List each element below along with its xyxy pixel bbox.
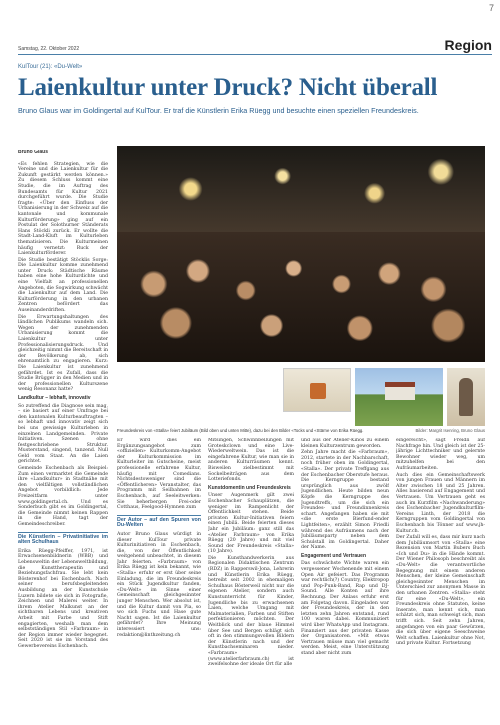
col4-paragraph-1: und aus der Atelier-Kinos zu einem kleinen Kulturzentrum geworden. [301, 438, 389, 449]
col5-paragraph-3: Der Zufall will es, dass mir kurz nach dem Jubiläumsort von «Stalla» eine Rezension von Martin Bubers Buch «Ich und Du» in die Hände kommt. Der Wiener Philosoph beschreibt als «Du-Welt» die verantwortliche Begegnung mit einem anderen Menschen, der kleine Gemeinschaft gleichgesinnter Menschen im Unterschied zur anonymen Masse in den urbanen Zentren. «Stalla» steht für eine «Du-Welt», ein Freundeskreis ohne Statuten, keine Inserate, man kennt sich, man schätzt sich, man schweigt sich, man trifft sich. Seit zehn Jahren, angefangen von ein paar Gewürzen, die sich über eigene Seeschweine Welt schaffen. Laienkultur ohne Not, und private Kultur. Fortsetzung [396, 535, 485, 647]
col1-paragraph-2: Die Studie bestätigt Stöcklis Sorge: Die Laienkultur komme zunehmend unter Druck: Städtische Räume haben eine hohe Kulturdichte und eine Vielfalt an professionellen Angeboten, die Sogwirkung schwächt die Laienkultur auf dem Land. Die Kulturförderung in den urbanen Zentren befördert das Auseinanderdriften. [18, 257, 108, 314]
photo-portrait [447, 368, 485, 426]
col1-paragraph-5: Gemeinde Eschenbach als Beispiel: Zum einen vermarktet die Gemeinde ihre «Landkultur» in Stadtnähe mit den vielfältigen vollständlichen Angebot vorbildlich: Jede Freizeitfarm unter www.goldingertal.ch. Und es Sonderbuch gibt es im Goldingertal, die Gemeinde nimmt keinen Rappen in die Hand, tagt der Gemeindeschreiber. [18, 466, 108, 527]
column-5 [396, 438, 485, 718]
article-lede: Bruno Glaus war im Goldingertal auf KulTour. Er traf die Künstlerin Erika Rüegg und besuchte einen speziellen Freundeskreis. [18, 106, 419, 115]
figure-shape [459, 378, 473, 416]
main-photo-crowd [117, 146, 485, 362]
section-title: Region [444, 37, 492, 53]
col4-subheading: Engagement und Vertrauen [301, 552, 367, 559]
col3-subheading: Kunstdomentin und Freundeskreis [208, 484, 291, 491]
col1-paragraph-3: Die Erwartungshaltungen des ländlichen Publikums wandeln sich. Wegen der zunehmenden Urbanisierung kommt die Laienkultur unter Professionalisierungsdruck. Und gleichzeitig nimmt die Bereitschaft in der Bevölkerung ab, sich ehrenamtlich zu engagieren. Kurz: Die Laienkultur ist zunehmend gefährdet. Ist es Zufall, dass die Studie Brügger in den Medien und in der professionellen Kulturszene wenig Resonanz hatte? [18, 314, 108, 393]
column-3 [208, 438, 294, 718]
string-lights [117, 146, 485, 232]
column-1 [18, 150, 108, 715]
col1-paragraph-4: So zutreffend die Diagnose sein mag, – sie basiert auf einer Umfrage bei den kantonalen Kulturbeauftragten – so lebhaft und innovativ zeigt sich bei uns gewissige Kulturleben in einzelnen Landgemeinden. Private Initiativen. Szenen ohne festgeschriebene Struktur. Musterstand, singend, tanzend. Null Geld vom Staat. An die Laien gerichtet. [18, 403, 108, 465]
col2-paragraph-1: Er wird dies ein Ergänzungsangebot zum «offiziellen» Kulturkomm-Angebot der Kulturkommission im Kulturleiter im Gutscheine, meist professionelle erfahrene Kultur, häufig mit Comedians. Nichtsdestoweniger sind die «Öffentlicheren» Veranstalter, das Programm mit Seilbahnen im Eschenbach, auf Seeleitwerken: Sie beherbergen Frei-oder Cotthaus, Feelgood-Hymnen zum [117, 438, 201, 511]
author-box-heading: Der Autor – auf den Spuren von Du-Welten [117, 516, 201, 529]
col4-paragraph-3: Das schwächste Wichte waren ein vergessener Wochenende mit einem Open Air gefeiert. Das Programm war rechtlich(?) Country, Elektropop und Pop-Punk-Band, Rap und DJ-Sound. Alle Konten auf ihre Rechnung. Der Anlass erfuhr erst am Folgetag davon. Eingeladen war der Freundeskreis, der in den letzten zehn Jahren entstand, rund 100 waren dabei. Kommuniziert wird über WhatsApp und Instagram. Finanziert aus der privaten Kasse der Organisatoren. «Mit etwas Vertrauen müsse man viel gemacht werden. Meist, eine Unterstützung stand aber nicht zum [301, 561, 389, 656]
column-4 [301, 438, 389, 718]
house-shape [385, 382, 415, 400]
photo-artwork [283, 368, 351, 412]
col3-paragraph-2: Unser Augenmerk gilt zwei Eschenbacher Schauplätzen, die weniger im Rampenlicht der Öffentlichkeit stehen. Beide privaten Kultur-Initiativen feiern einen Jubilä. Beide feierten dieses Jahr ein Jubiläum: ganz still das «Atelier Farbraum» von Erika Rüegg (20 Jahre) und mit viel Sound der Freundeskreis «Stalla» (10 Jahre). [208, 493, 294, 555]
col5-paragraph-2: Auch dies ein Gemeinschaftswerk von jungen Frauen und Männern im Alter zwischen 18 und 25 Jahren. Alles basierend auf Engagement und Vertrauen. Um Vertrauen geht es auch im Kurzfilm «Nachwanderung» des Eschenbacher Jugendkulturfilm-Vereins Linth, der 2018 die Kerngruppen vom Goldingertal von Eschenbach bis Tönner auf www.jh-Kultur.ch. [396, 472, 485, 534]
byline: Bruno Glaus [18, 150, 49, 155]
article-kicker: KulTour (21): «Du-Welt» [18, 64, 83, 70]
photo-caption: Freundeskreis von «Stalla» feiert Jubiläum (Bild oben und unten Mitte), dazu bei den Bilder «Tocks und «Stärne von Erika Rüegg. [117, 428, 364, 433]
article-headline: Laienkultur unter Druck? Nicht überall [18, 74, 438, 101]
dateline: Samstag, 22. Oktober 2022 [18, 46, 80, 52]
col1-subheading: Landkultur – lebhaft, innovativ [18, 394, 91, 401]
crowd-group [117, 232, 485, 362]
photo-credit: Bilder: Margrit Isenring, Bruno Glaus [415, 428, 485, 433]
artwork-mark [310, 383, 326, 399]
col5-paragraph-1: eingereicht», sagt Freidli auf Nachfrage hin. Und gleich ist der 25-jährige Lichttechniker und gelernte Bewohner wieder weg, um mitzuhelfen bei den Aufräumarbeiten. [396, 438, 485, 471]
col3-paragraph-1: Mitsingen, Schwinnbellungen mit Groteskclown und eine Live-Wiederweltwein. Das ist die eingefahrene Kultur, wie man sie in anderen Kulturräumen kennt. Bisweilen zielbestimmt mit Sockelbeiträgen aus dem Lotteriefonds. [208, 438, 294, 483]
col3-paragraph-3: Die Kunsthandwerkerin aus Regionalen Didaktischen Zentrum (RDZ) in Rapperswil-Jona, Lehrerin und Künstlerin Erika Rüegg, betreibt seit 2002 in ehemaligen Schulhaus Bösterweil nicht nur die eigenen Atelier, sondern auch Kunstunterricht für Kinder, Jugendliche bis zu erwachsenen Laien, welche Umgang mit Malmaterialien, Farben und Stiften perfektionieren möchten. Der Weitblick und der blaue Himmel über See und Bergen schlägt sich oft in den stimmungsvollen Bildern der Künstlerin nach und der Kunstbachseminaren nieder. «Farbraum» (www.atelierfarbraum.ch) ist zweifelsohne der ideale Ort für alle [208, 555, 294, 668]
photo-landscape-house [355, 368, 443, 426]
page-number: 7 [488, 3, 494, 13]
artist-box-text: Erika Rüegg-Pfeiffer, 1971, ist Erwachsenenbildnerin (WBB) und Lebensweltin der Lebensweltbildung, die Kunsttherapeutin und Beziehungsfachfrau. Sie lebt kein Bösterenhof bei Eschenbach. Nach seiner berufsbegleitenden Ausbildung an der Kunstschule Luzern bildete sie sich in Fotografie, Zeichnen und Malerei weiter. In ihrem Atelier Malkunst an der sichtbaren Lebens und kreativen Arbeit mit Farbe und Stift engagierten, weshalb man dem selbstständigen Stil «Farbraum» in der Region immer wieder begegnet. Seit 2020 ist sie im Vorstand des Gewerbevereins Eschenbach. [18, 548, 108, 649]
artist-box-heading: Die Künstlerin – Privatinitiative im alten Schulhaus [18, 533, 108, 546]
col2-paragraph-2: Autor Bruno Glaus würdigt in dieser KulTour private Kulturinitiativen in Eschenbach, die, von der Öffentlichkeit weitgehend unbeachtet, in diesem Jahr feierten. «Farbraum» von Erika Rüegg ist kein bekannt, wie «Stalla» erfuhr er erst über seine Einladung, die im Freundeskreis ein Stück Jugendkultur fanden, «Du-Welt» im Sinne einer Gemeinschaft gleichgesinnter junger Menschen. Wer absolut ist, und die Kultur damit von Pia, so wo sich Fuchs und Hase gute Nacht sagen. Ist die Laienkultur gefährdet? Ihre Meinung interessiert uns: redaktion@linthzeitung.ch [117, 531, 201, 638]
top-rule [18, 54, 492, 55]
col4-paragraph-2: Zehn Jahre macht die «Farbraum», 2012, startete in der Nachbarschaft, noch früher oben im Goldingertal, «Stalla». Der private Treffgang aus der Eschenbacher Oberstufe heraus. Die Kerngruppe bestand ursprünglich aus zwölf Jugendlichen. Heute bilden neun Köpfe die Kerngruppe des Jugendtreffs, um die sich ein Freundes- und Freundinnenkreis schart. Angefangen haben sie mit «die erste Bierfund-ender Lightfeiten», erzählt Simon Friedli während des Aufräumens nach der Jubiläumsparty neben dem Schulstall im Goldingertal. Daher der Name. [301, 450, 389, 551]
col1-paragraph-1: «Es fehlen Strategien, wie die Vereine und die Laienkultur für die Zukunft gestärkt werden können.» Zu diesem Schluss kommt eine Studie, die im Auftrag des Bundesamts für Kultur 2021 durchgeführt wurde. Die Studie fragte: «Über den Einfluss der Urbanisierung in der Schweiz auf die kantonale und kommunale Kulturförderung» ging auf ein Postulat der Solothurner Ständerats Hans Stöckli zurück. Er wollte die Stadt-Land-Kluft im Kulturleben thematisieren. Die Kulturmeinen häufig vernetzt: Ruck der Laienkulturförderer. [18, 161, 108, 257]
column-2 [117, 438, 201, 718]
